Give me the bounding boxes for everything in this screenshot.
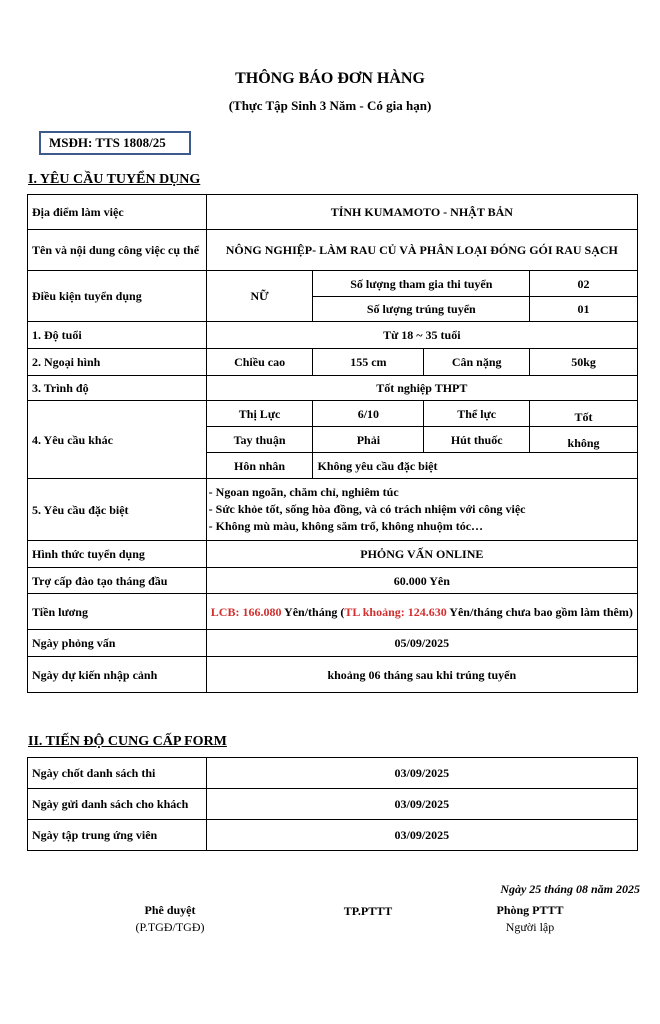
hand-label: Tay thuận bbox=[206, 427, 313, 453]
weight-value: 50kg bbox=[530, 349, 638, 376]
document-title: THÔNG BÁO ĐƠN HÀNG bbox=[235, 70, 425, 87]
special-label: 5. Yêu cầu đặc biệt bbox=[28, 479, 207, 541]
fitness-value: Tốt bbox=[530, 401, 638, 427]
exam-count-value: 02 bbox=[530, 271, 638, 297]
salary-value bbox=[206, 594, 637, 630]
hand-value: Phải bbox=[313, 427, 424, 453]
special-line: - Không mù màu, không săm trổ, không nhuộm tóc… bbox=[208, 519, 484, 533]
pttt-department-title: Phòng PTTT bbox=[496, 903, 564, 917]
appearance-label: 2. Ngoại hình bbox=[28, 349, 207, 376]
special-line: - Sức khỏe tốt, sống hòa đồng, và có trách nhiệm với công việc bbox=[208, 502, 526, 516]
entry-date-value: khoảng 06 tháng sau khi trúng tuyển bbox=[206, 657, 637, 693]
exam-count-label: Số lượng tham gia thi tuyển bbox=[313, 271, 530, 297]
schedule-label: Ngày chốt danh sách thi bbox=[28, 758, 207, 789]
smoking-value: không bbox=[530, 427, 638, 453]
gender-value: NỮ bbox=[206, 271, 313, 322]
sign-date: Ngày 25 tháng 08 năm 2025 bbox=[500, 882, 640, 896]
recruit-form-value: PHỎNG VẤN ONLINE bbox=[206, 541, 637, 568]
smoking-label: Hút thuốc bbox=[424, 427, 530, 453]
salary-label: Tiền lương bbox=[28, 594, 207, 630]
approve-title: Phê duyệt bbox=[144, 903, 196, 917]
age-label: 1. Độ tuổi bbox=[28, 322, 207, 349]
education-value: Tốt nghiệp THPT bbox=[206, 376, 637, 401]
height-label: Chiều cao bbox=[206, 349, 313, 376]
recruit-form-label: Hình thức tuyển dụng bbox=[28, 541, 207, 568]
section2-heading: II. TIẾN ĐỘ CUNG CẤP FORM bbox=[28, 734, 227, 749]
age-value: Từ 18 ~ 35 tuổi bbox=[206, 322, 637, 349]
schedule-value: 03/09/2025 bbox=[206, 758, 637, 789]
vision-value: 6/10 bbox=[313, 401, 424, 427]
document-subtitle: (Thực Tập Sinh 3 Năm - Có gia hạn) bbox=[228, 98, 432, 113]
marriage-label: Hôn nhân bbox=[206, 453, 313, 479]
salary-text: Yên/tháng ( bbox=[281, 604, 345, 619]
hire-count-label: Số lượng trúng tuyển bbox=[313, 297, 530, 322]
requirements-table bbox=[27, 194, 638, 693]
tp-pttt-title: TP.PTTT bbox=[343, 904, 393, 918]
approve-subtitle: (P.TGĐ/TGĐ) bbox=[135, 920, 205, 934]
special-line: - Ngoan ngoãn, chăm chỉ, nghiêm túc bbox=[208, 485, 399, 499]
basic-salary: LCB: 166.080 bbox=[210, 604, 282, 619]
allowance-value: 60.000 Yên bbox=[206, 568, 637, 594]
entry-date-label: Ngày dự kiến nhập cảnh bbox=[28, 657, 207, 693]
allowance-label: Trợ cấp đào tạo tháng đầu bbox=[28, 568, 207, 594]
education-label: 3. Trình độ bbox=[28, 376, 207, 401]
special-requirements bbox=[206, 479, 637, 541]
location-label: Địa điểm làm việc bbox=[28, 195, 207, 230]
schedule-value: 03/09/2025 bbox=[206, 820, 637, 851]
schedule-label: Ngày tập trung ứng viên bbox=[28, 820, 207, 851]
interview-date-label: Ngày phỏng vấn bbox=[28, 630, 207, 657]
other-requirements-label: 4. Yêu cầu khác bbox=[28, 401, 207, 479]
schedule-label: Ngày gửi danh sách cho khách bbox=[28, 789, 207, 820]
height-value: 155 cm bbox=[313, 349, 424, 376]
interview-date-value: 05/09/2025 bbox=[206, 630, 637, 657]
location-value: TỈNH KUMAMOTO - NHẬT BẢN bbox=[206, 195, 637, 230]
section1-heading: I. YÊU CẦU TUYỂN DỤNG bbox=[28, 172, 201, 187]
form-schedule-table bbox=[27, 757, 638, 851]
vision-label: Thị Lực bbox=[206, 401, 313, 427]
hire-count-value: 01 bbox=[530, 297, 638, 322]
net-salary: TL khoảng: 124.630 bbox=[344, 604, 447, 619]
preparer-label: Người lập bbox=[505, 920, 555, 934]
marriage-value: Không yêu cầu đặc biệt bbox=[313, 453, 638, 479]
job-value: NÔNG NGHIỆP- LÀM RAU CỦ VÀ PHÂN LOẠI ĐÓNG GÓI RAU SẠCH bbox=[206, 230, 637, 271]
job-label: Tên và nội dung công việc cụ thể bbox=[28, 230, 207, 271]
weight-label: Cân nặng bbox=[424, 349, 530, 376]
salary-text: Yên/tháng chưa bao gồm làm thêm) bbox=[446, 604, 633, 619]
fitness-label: Thể lực bbox=[424, 401, 530, 427]
schedule-value: 03/09/2025 bbox=[206, 789, 637, 820]
order-code-box: MSĐH: TTS 1808/25 bbox=[39, 131, 191, 155]
conditions-label: Điều kiện tuyển dụng bbox=[28, 271, 207, 322]
